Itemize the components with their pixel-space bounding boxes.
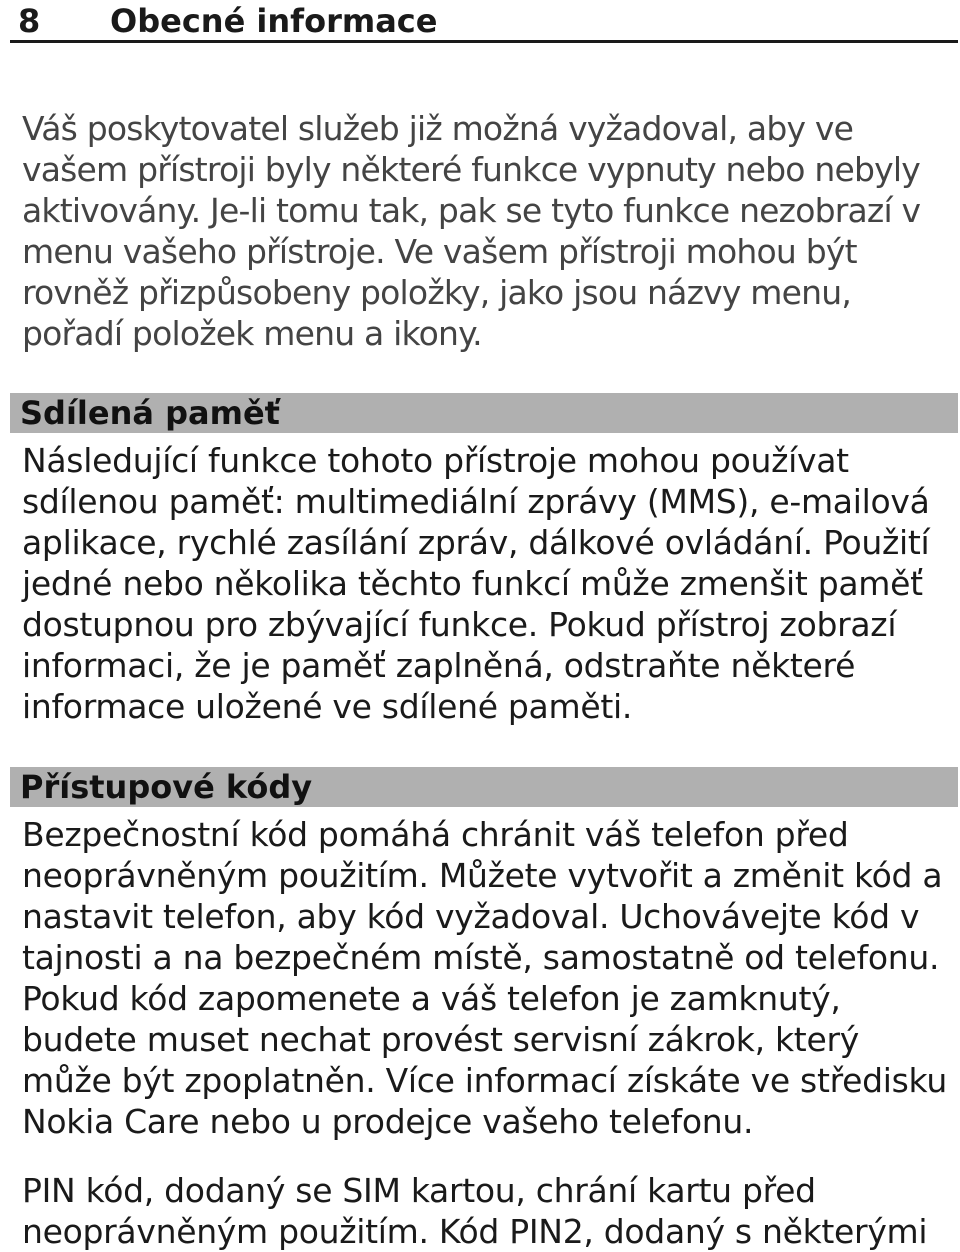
page-number: 8 <box>18 2 41 40</box>
access-codes-paragraph: Bezpečnostní kód pomáhá chránit váš telefon před neoprávněným použitím. Můžete vytvořit a změnit kód a nastavit telefon, aby kód vyžadoval. Uchovávejte kód v tajnosti a na bezpečném místě, samostatně od telefonu. Pokud kód zapomenete a váš telefon je zamknutý, budete muset nechat provést servisní zákrok, který může být zpoplatněn. Více informací získáte ve středisku Nokia Care nebo u prodejce vašeho telefonu. <box>22 815 947 1141</box>
chapter-title: Obecné informace <box>110 2 438 40</box>
section-title: Sdílená paměť <box>20 394 280 432</box>
header-divider <box>10 40 958 43</box>
section-title: Přístupové kódy <box>20 768 313 806</box>
intro-paragraph: Váš poskytovatel služeb již možná vyžadoval, aby ve vašem přístroji byly některé funkce vypnuty nebo nebyly aktivovány. Je-li tomu tak, pak se tyto funkce nezobrazí v menu vašeho přístroje. Ve vašem přístroji mohou být rovněž přizpůsobeny položky, jako jsou názvy menu, pořadí položek menu a ikony. <box>22 109 921 353</box>
section-heading-access-codes <box>10 767 958 807</box>
shared-memory-paragraph: Následující funkce tohoto přístroje mohou používat sdílenou paměť: multimediální zprávy (MMS), e-mailová aplikace, rychlé zasílání zpráv, dálkové ovládání. Použití jedné nebo několika těchto funkcí může zmenšit paměť dostupnou pro zbývající funkce. Pokud přístroj zobrazí informaci, že je paměť zaplněná, odstraňte některé informace uložené ve sdílené paměti. <box>22 441 930 726</box>
section-heading-shared-memory <box>10 393 958 433</box>
pin-code-paragraph: PIN kód, dodaný se SIM kartou, chrání kartu před neoprávněným použitím. Kód PIN2, dodaný s některými <box>22 1171 928 1251</box>
page-header <box>0 0 960 46</box>
